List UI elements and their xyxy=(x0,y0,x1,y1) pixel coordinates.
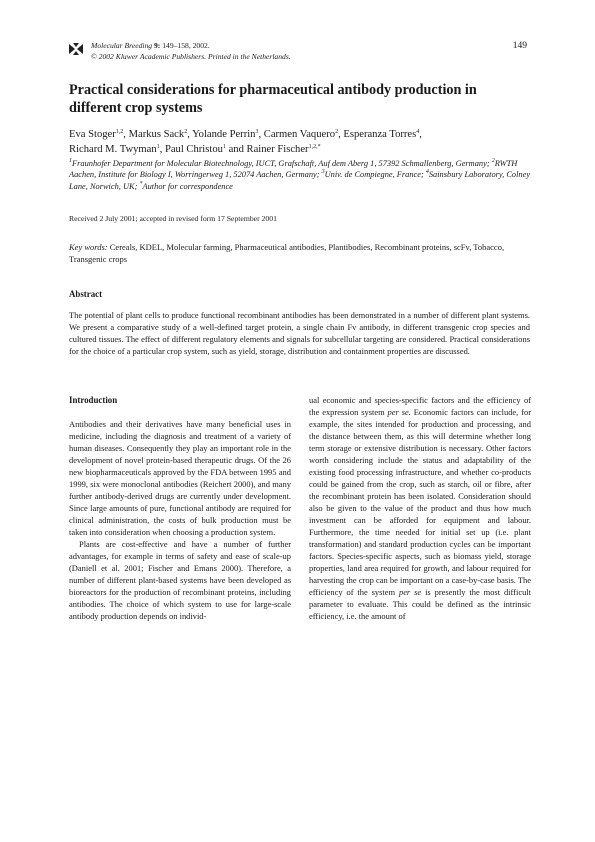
per-se-italic: per se xyxy=(398,587,422,597)
affiliation: Sainsbury Laboratory, Colney Lane, Norwich, UK; xyxy=(69,170,531,191)
affiliation: Univ. de Compiegne, France; xyxy=(324,170,424,180)
author-name: Richard M. Twyman xyxy=(69,143,157,155)
affil-sup: 3 xyxy=(321,169,325,176)
journal-header xyxy=(91,40,291,62)
author-sup: 1,2 xyxy=(115,129,124,135)
author-name: Carmen Vaquero xyxy=(263,129,336,140)
author-name: Eva Stoger xyxy=(69,129,116,140)
keywords-text: Cereals, KDEL, Molecular farming, Pharmaceutical antibodies, Plantibodies, Recombinant proteins, scFv, Tobacco, Transgenic crops xyxy=(69,242,505,264)
copyright-line: © 2002 Kluwer Academic Publishers. Printed in the Netherlands. xyxy=(91,52,291,61)
affil-sup: 2 xyxy=(491,158,495,164)
journal-name: Molecular Breeding xyxy=(91,41,153,50)
journal-pages: 149–158, 2002. xyxy=(162,41,210,50)
right-text-c: is presently the most difficult parameter to evaluate. This could be defined as the intrinsic efficiency, i.e. the amount of xyxy=(309,587,531,621)
author-name: Rainer Fischer xyxy=(246,143,309,155)
author-sup: 2 xyxy=(184,129,188,135)
author-sup: 3 xyxy=(255,129,259,135)
abstract-heading: Abstract xyxy=(69,289,103,299)
affil-sup: 4 xyxy=(425,169,429,176)
intro-paragraph-1: Antibodies and their derivatives have many beneficial uses in medicine, including the diagnosis and treatment of a variety of human diseases. Consequently they play an important role in the development of novel protein-based therapeutic drugs. Of the 26 new biopharmaceuticals approved by the FDA between 1995 and 1999, six were monoclonal antibodies (Reichert 2000), and many further antibody-derived drugs are currently under development. Since large amounts of pure, functional antibody are required for clinical administration, the costs of bulk production must be taken into consideration when choosing a production system. xyxy=(69,419,291,537)
affiliation: RWTH Aachen, Institute for Biology I, Worringerweg 1, 52074 Aachen, Germany; xyxy=(69,159,518,180)
keywords xyxy=(69,241,531,265)
article-title: Practical considerations for pharmaceutical antibody production in different crop systems xyxy=(69,82,477,116)
left-column xyxy=(69,394,291,622)
author-sup: 4 xyxy=(416,129,420,135)
right-paragraph xyxy=(309,394,531,622)
abstract-text: The potential of plant cells to produce functional recombinant antibodies has been demonstrated in a number of different plant systems. We present a comparative study of a well-defined target protein, a single chain Fv antibody, in different transgenic crop species and cultured tissues. The effect of different regulatory elements and signals for subcellular targeting are considered. Practical considerations for the choice of a particular crop system, such as yield, storage, distribution and containment properties are discussed. xyxy=(69,310,530,356)
author-sup: 1,2,* xyxy=(308,143,321,150)
affil-sup: * xyxy=(139,180,143,187)
affil-sup: 1 xyxy=(69,158,72,164)
intro-paragraph-2: Plants are cost-effective and have a number of further advantages, for example in terms of safety and ease of scale-up (Daniell et al. 2001; Fischer and Emans 2000). Therefore, a number of different plant-based systems have been developed as bioreactors for the production of recombinant proteins, including antibodies. The choice of which system to use for large-scale antibody production depends on individ- xyxy=(69,539,291,621)
right-text-b: Economic factors can include, for example, the sites intended for production and processing, and the distance between them, as this will determine whether long term storage or extensive distribution is necessary. Other factors worth considering include the status and adaptability of the existing food processing infrastructure, and whether co-products could be gained from the crop, such as starch, oil or fibre, after the recombinant protein has been isolated. Consideration should also be given to the value of the product and thus how much investment can be afforded for equipment and labour. Furthermore, the time needed for initial set up (i.e. plant transformation) and standard production cycles can be important factors. Species-specific aspects, such as biomass yield, storage properties, land area required for growth, and labour required for harvesting the crop can be important on a case-by-case basis. The efficiency of the system xyxy=(309,407,532,597)
author-sup: 1 xyxy=(222,143,226,150)
author-name: Esperanza Torres xyxy=(343,129,417,140)
received-dates: Received 2 July 2001; accepted in revised form 17 September 2001 xyxy=(69,214,277,223)
author-sup: 2 xyxy=(335,129,339,135)
affiliation: Author for correspondence xyxy=(142,181,233,191)
affiliations xyxy=(69,158,531,192)
journal-volume: 9: xyxy=(154,41,161,50)
keywords-label: Key words: xyxy=(69,242,108,252)
author-name: Paul Christou xyxy=(164,143,223,155)
per-se-italic: per se. xyxy=(387,407,411,417)
author-name: Markus Sack xyxy=(128,129,185,140)
author-name: Yolande Perrin xyxy=(192,129,256,140)
publisher-logo-icon xyxy=(68,42,84,56)
right-column xyxy=(309,394,531,622)
right-text-a: ual economic and species-specific factors and the efficiency of the expression system xyxy=(309,395,531,417)
author-sup: 1 xyxy=(156,143,160,150)
introduction-heading: Introduction xyxy=(69,395,118,405)
page-number: 149 xyxy=(512,41,527,51)
author-list: Eva Stoger$^{1,2}$, Markus Sack$^2$, Yolande Perrin$^3$, Carmen Vaquero$^2$, Esperanza Torres$^4$, Richard M. Twyman$^1$, Paul Christou$^1$ and Rainer Fischer$^{1,2,*}$ xyxy=(69,129,422,155)
affiliation: Fraunhofer Department for Molecular Biotechnology, IUCT, Grafschaft, Auf dem Aberg 1, 57392 Schmallenberg, Germany; xyxy=(72,159,490,168)
